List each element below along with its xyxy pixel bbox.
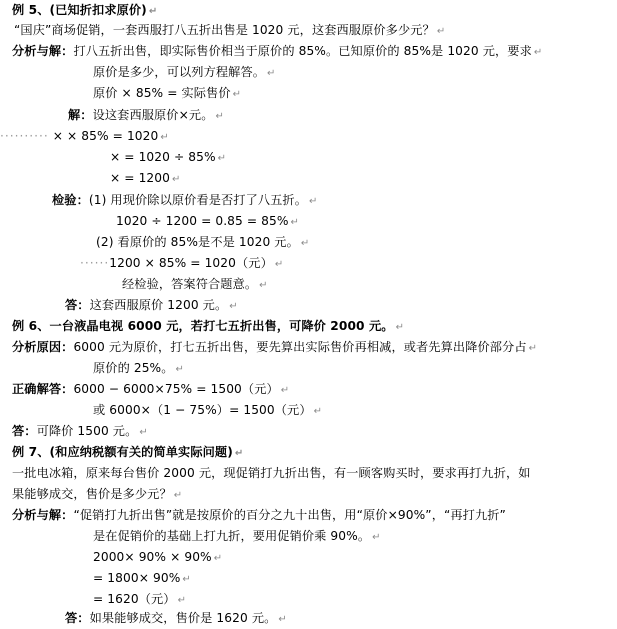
ex5-check-line-1: 检验：(1) 用现价除以原价看是否打了八五折。 ↵ <box>52 193 318 207</box>
ex5-check-line-5: 经检验，答案符合题意。 ↵ <box>122 277 268 291</box>
ex5-title: 例 5、(已知折扣求原价) ↵ <box>12 3 158 17</box>
ex5-analysis-line-3: 原价 × 85% = 实际售价 ↵ <box>93 86 242 100</box>
ex6-correct-line-2: 或 6000×（1 − 75%）= 1500（元） ↵ <box>93 403 323 417</box>
ex6-answer: 答：可降价 1500 元。 ↵ <box>12 424 148 438</box>
ex7-calc-line-2: = 1800× 90% ↵ <box>93 571 191 585</box>
ex5-analysis-line-2: 原价是多少，可以列方程解答。 ↵ <box>93 65 276 79</box>
ex5-problem: “国庆”商场促销，一套西服打八五折出售是 1020 元，这套西服原价多少元？ ↵ <box>14 23 446 37</box>
ex7-title: 例 7、(和应纳税额有关的简单实际问题) ↵ <box>12 445 244 459</box>
ex6-correct-line-1: 正确解答：6000 − 6000×75% = 1500（元） ↵ <box>12 382 290 396</box>
ex6-title: 例 6、一台液晶电视 6000 元，若打七五折出售，可降价 2000 元。 ↵ <box>12 319 405 333</box>
ex5-check-line-4: ······1200 × 85% = 1020（元） ↵ <box>80 256 284 270</box>
ex6-analysis-line-1: 分析原因：6000 元为原价，打七五折出售，要先算出实际售价再相减，或者先算出降价部分占 ↵ <box>12 340 538 354</box>
ex7-calc-line-1: 2000× 90% × 90% ↵ <box>93 550 223 564</box>
ex5-check-line-2: 1020 ÷ 1200 = 0.85 = 85% ↵ <box>116 214 300 228</box>
ex5-analysis-line-1: 分析与解：打八五折出售，即实际售价相当于原价的 85%。已知原价的 85%是 1020 元，要求 ↵ <box>12 44 543 58</box>
ex5-answer: 答：这套西服原价 1200 元。 ↵ <box>65 298 238 312</box>
ex7-problem-line-1: 一批电冰箱，原来每台售价 2000 元，现促销打九折出售，有一顾客购买时，要求再打九折，如 <box>12 466 531 480</box>
ex7-problem-line-2: 果能够成交，售价是多少元？ ↵ <box>12 487 183 501</box>
ex7-analysis-line-2: 是在促销价的基础上打九折，要用促销价乘 90%。 ↵ <box>93 529 381 543</box>
ex7-analysis-line-1: 分析与解：“促销打九折出售”就是按原价的百分之九十出售，用“原价×90%”，“再打九折” <box>12 508 506 522</box>
ex5-check-line-3: (2) 看原价的 85%是不是 1020 元。 ↵ <box>96 235 310 249</box>
ex5-equation-2: × = 1020 ÷ 85% ↵ <box>110 150 227 164</box>
ex7-calc-line-3: = 1620（元） ↵ <box>93 592 187 606</box>
ex7-answer: 答：如果能够成交，售价是 1620 元。 ↵ <box>65 611 287 625</box>
ex5-equation-1: ·········· × × 85% = 1020 ↵ <box>0 129 169 143</box>
ex5-solve-line: 解：设这套西服原价×元。 ↵ <box>68 108 224 122</box>
ex6-analysis-line-2: 原价的 25%。 ↵ <box>93 361 184 375</box>
ex5-equation-3: × = 1200 ↵ <box>110 171 181 185</box>
